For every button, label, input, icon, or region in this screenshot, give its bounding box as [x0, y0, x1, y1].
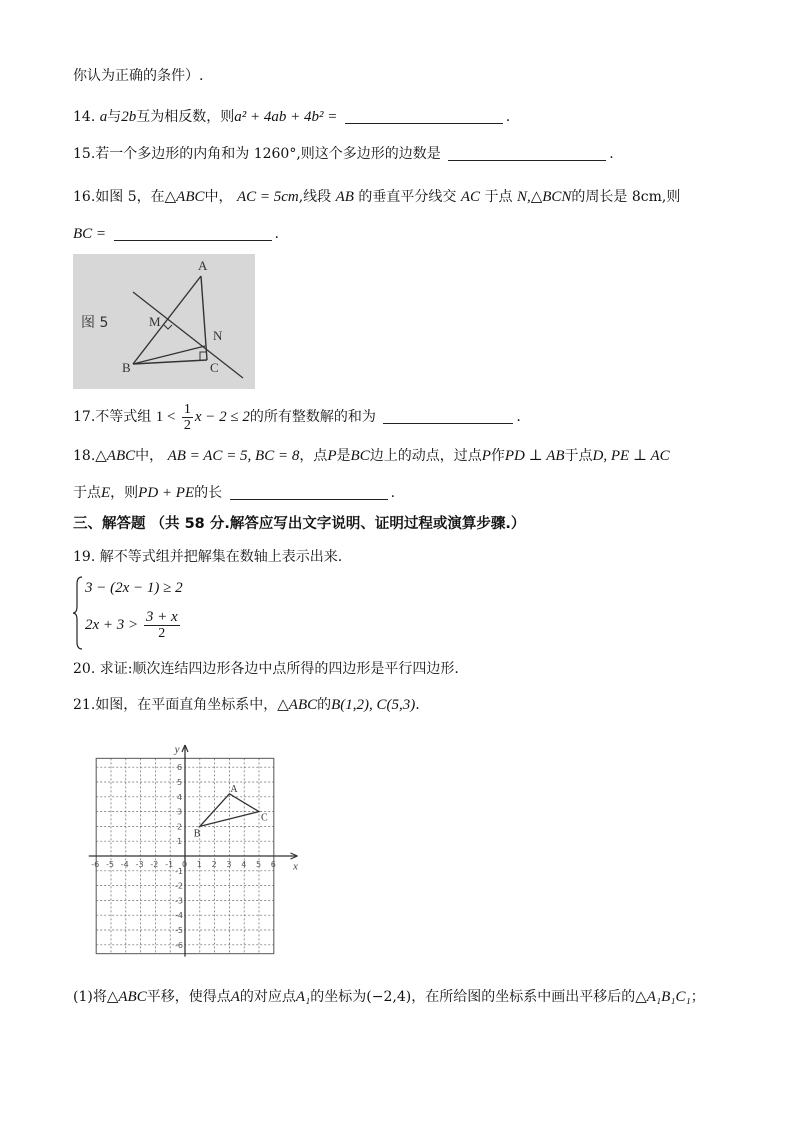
question-20: 20. 求证:顺次连结四边形各边中点所得的四边形是平行四边形. [73, 661, 459, 677]
segment-ab [133, 276, 201, 364]
question-16: 16.如图 5，在△ABC中， AC = 5cm,线段 AB 的垂直平分线交 AC 于点 N,△BCN的周长是 8cm,则 [73, 189, 681, 205]
section-3-heading: 三、解答题 （共 58 分.解答应写出文字说明、证明过程或演算步骤.） [73, 516, 526, 532]
system-brace [73, 576, 83, 650]
point-label-b: B [193, 828, 201, 840]
x-tick-label: -2 [150, 860, 159, 870]
question-21-part-1: (1)将△ABC平移，使得点A的对应点A₁的坐标为(−2,4)，在所给图的坐标系中画出平移后的△A₁B₁C₁； [73, 989, 705, 1005]
point-label-c: C [261, 812, 268, 824]
y-tick-label: 4 [177, 792, 183, 802]
fraction-one-half: $\frac{1}{2}$ [183, 401, 191, 433]
y-tick-label: 2 [177, 822, 183, 832]
y-tick-label: -5 [175, 926, 183, 935]
answer-blank-16[interactable] [114, 224, 272, 241]
question-16-answer: BC = . [73, 226, 279, 242]
question-17: 17.不等式组 1 < $\frac{1}{2}$ x − 2 ≤ 2的所有整数解的和为 . [73, 401, 521, 433]
answer-blank-17[interactable] [383, 407, 513, 424]
question-14: 14. a与2b互为相反数，则a² + 4ab + 4b² = . [73, 109, 511, 125]
answer-blank-14[interactable] [345, 107, 503, 124]
x-tick-label: 3 [226, 860, 232, 870]
x-tick-label: 5 [256, 860, 262, 870]
x-tick-label: -6 [91, 860, 100, 870]
point-label-a: A [230, 783, 238, 795]
figure-5 [73, 254, 255, 389]
question-18: 18.△ABC中， AB = AC = 5, BC = 8，点P是BC边上的动点，过点P作PD ⊥ AB于点D, PE ⊥ AC [73, 448, 670, 464]
question-18-answer: 于点E，则PD + PE的长 . [73, 485, 396, 501]
y-tick-label: 3 [177, 807, 183, 817]
label-c: C [210, 360, 219, 375]
answer-blank-15[interactable] [448, 144, 606, 161]
question-19: 19. 解不等式组并把解集在数轴上表示出来. [73, 549, 343, 565]
y-tick-label: -4 [175, 911, 183, 921]
fraction-3-plus-x-over-2: $\frac{3 + x}{2}$ [145, 609, 178, 641]
inequality-2: 2x + 3 > $\frac{3 + x}{2}$ [85, 609, 178, 641]
label-a: A [198, 258, 208, 273]
question-15: 15.若一个多边形的内角和为 1260°,则这个多边形的边数是 . [73, 146, 614, 162]
coordinate-grid [73, 732, 298, 960]
y-tick-label: -2 [175, 881, 183, 891]
x-tick-label: 1 [196, 860, 202, 870]
coordinate-grid-figure [73, 732, 298, 960]
label-n: N [213, 328, 223, 343]
y-tick-label: 6 [177, 763, 183, 773]
label-m: M [149, 314, 161, 329]
inequality-1: 3 − (2x − 1) ≥ 2 [85, 580, 183, 596]
y-tick-label: -6 [175, 940, 183, 950]
x-tick-label: 2 [211, 860, 217, 870]
y-axis-label: y [174, 743, 180, 756]
perpendicular-bisector [133, 292, 243, 378]
y-tick-label: 1 [177, 837, 183, 847]
x-tick-label: -3 [135, 860, 144, 870]
question-21: 21.如图，在平面直角坐标系中，△ABC的B(1,2), C(5,3). [73, 697, 420, 713]
x-tick-label: 0 [182, 860, 188, 870]
right-angle-mark-m [164, 325, 172, 329]
y-tick-label: 5 [177, 778, 183, 787]
x-tick-label: 4 [241, 860, 247, 870]
text-line-continuation: 你认为正确的条件）. [73, 68, 204, 84]
answer-blank-18[interactable] [230, 483, 388, 500]
label-b: B [122, 360, 131, 375]
x-tick-label: -1 [165, 860, 174, 870]
x-tick-label: -5 [106, 860, 114, 870]
inequality-system [73, 576, 213, 652]
x-tick-label: -4 [120, 860, 129, 870]
figure-5-caption: 图 5 [81, 315, 109, 331]
y-tick-label: -3 [175, 896, 183, 906]
y-tick-label: -1 [175, 866, 183, 876]
x-axis-label: x [293, 860, 298, 873]
figure-5-drawing [73, 254, 255, 389]
x-tick-label: 6 [270, 860, 276, 870]
